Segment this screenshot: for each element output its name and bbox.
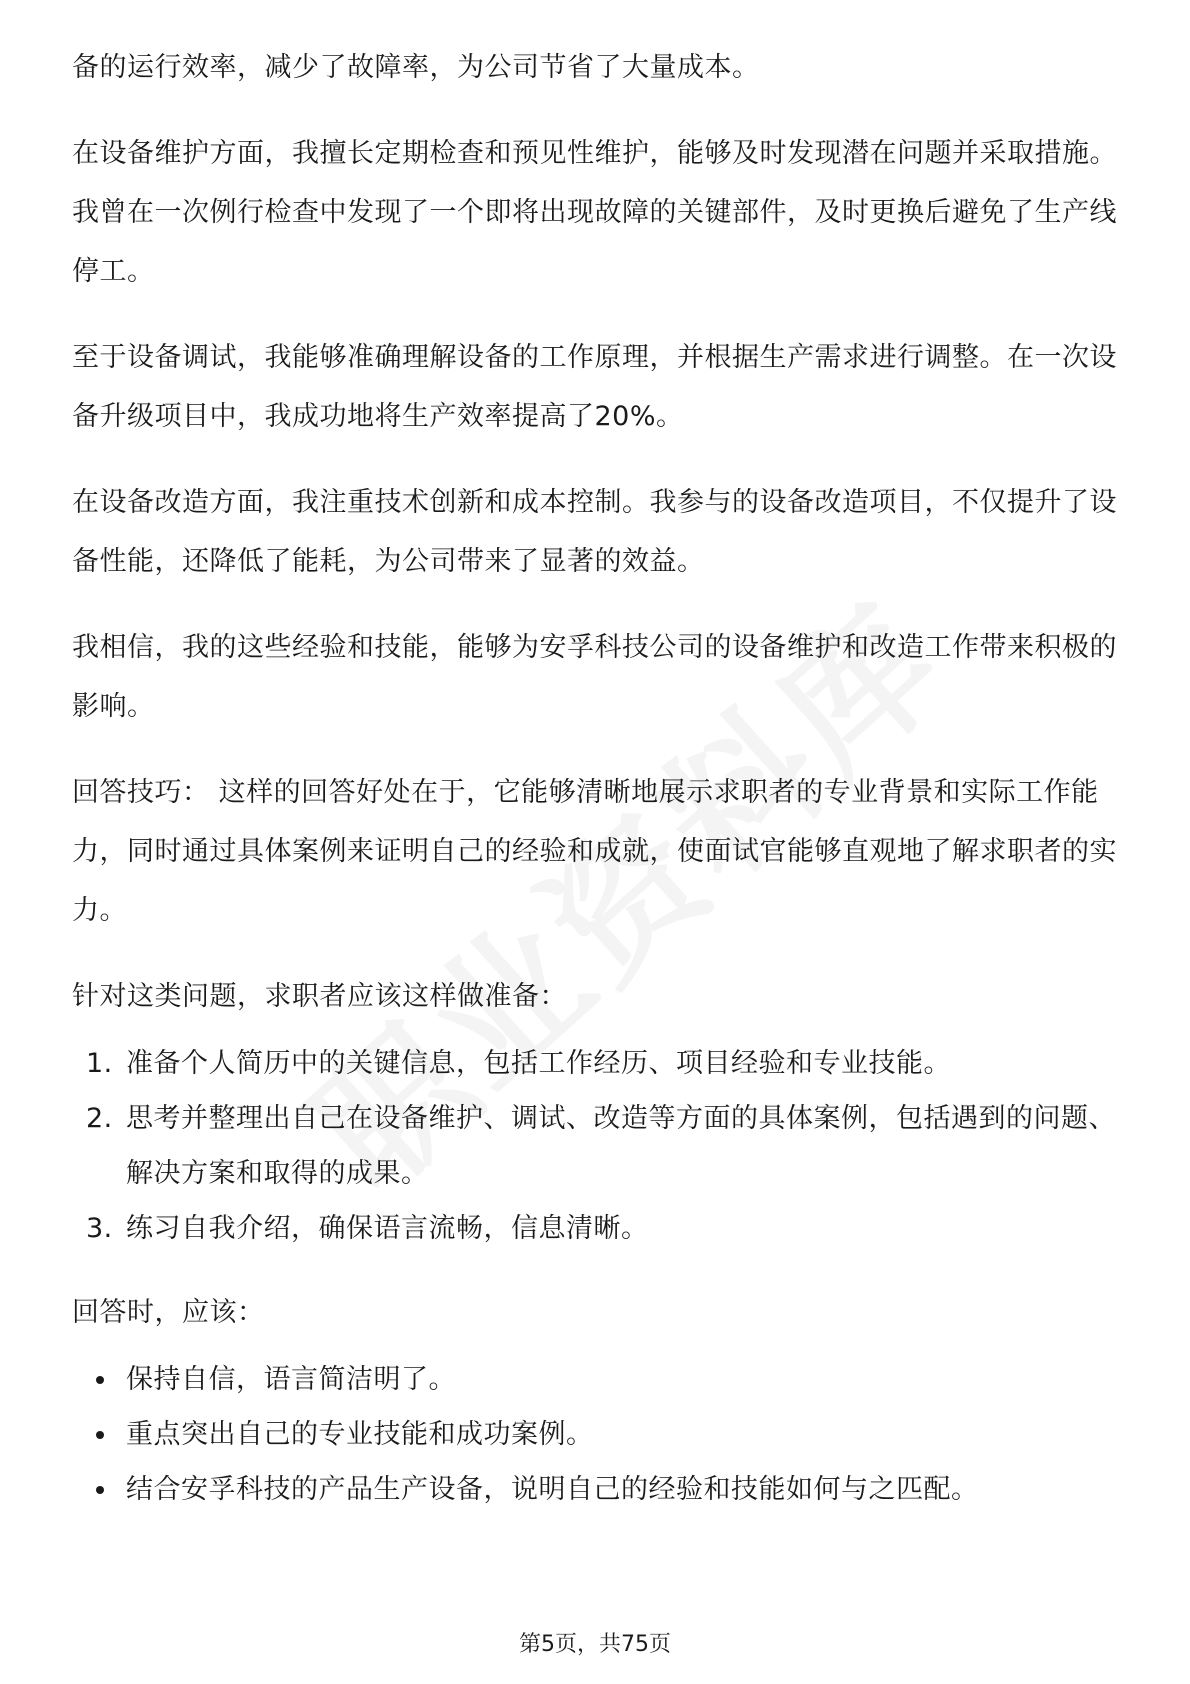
list-item	[72, 1091, 1118, 1201]
paragraph: 备的运行效率，减少了故障率，为公司节省了大量成本。	[72, 52, 760, 83]
list-number: 2.	[86, 1103, 113, 1134]
list-number: 3.	[86, 1213, 113, 1244]
paragraph: 在设备改造方面，我注重技术创新和成本控制。我参与的设备改造项目，不仅提升了设备性能，还降低了能耗，为公司带来了显著的效益。	[72, 487, 1117, 577]
bullet-item-text: 结合安孚科技的产品生产设备，说明自己的经验和技能如何与之匹配。	[126, 1474, 979, 1505]
bullet-item-text: 重点突出自己的专业技能和成功案例。	[126, 1419, 594, 1450]
list-item	[72, 1201, 1118, 1256]
preparation-list	[72, 1036, 1118, 1256]
page-footer: 第5页，共75页	[519, 1632, 671, 1657]
bullet-icon	[96, 1431, 104, 1439]
paragraph: 我相信，我的这些经验和技能，能够为安孚科技公司的设备维护和改造工作带来积极的影响。	[72, 632, 1117, 722]
document-body	[72, 38, 1118, 1517]
list-item	[72, 1036, 1118, 1091]
preparation-heading: 针对这类问题，求职者应该这样做准备：	[72, 981, 567, 1012]
answer-intro: 回答时，应该：	[72, 1297, 265, 1328]
bullet-icon	[96, 1376, 104, 1384]
answer-tips-paragraph: 回答技巧： 这样的回答好处在于，它能够清晰地展示求职者的专业背景和实际工作能力，同时通过具体案例来证明自己的经验和成就，使面试官能够直观地了解求职者的实力。	[72, 777, 1117, 926]
list-number: 1.	[86, 1048, 113, 1079]
bullet-item	[72, 1352, 1118, 1407]
bullet-item	[72, 1462, 1118, 1517]
bullet-item-text: 保持自信，语言简洁明了。	[126, 1364, 456, 1395]
list-item-text: 准备个人简历中的关键信息，包括工作经历、项目经验和专业技能。	[126, 1048, 951, 1079]
list-item-text: 思考并整理出自己在设备维护、调试、改造等方面的具体案例，包括遇到的问题、解决方案和取得的成果。	[126, 1103, 1116, 1189]
answer-bullet-list	[72, 1352, 1118, 1517]
paragraph: 在设备维护方面，我擅长定期检查和预见性维护，能够及时发现潜在问题并采取措施。我曾在一次例行检查中发现了一个即将出现故障的关键部件，及时更换后避免了生产线停工。	[72, 138, 1117, 287]
paragraph: 至于设备调试，我能够准确理解设备的工作原理，并根据生产需求进行调整。在一次设备升级项目中，我成功地将生产效率提高了20%。	[72, 342, 1117, 432]
list-item-text: 练习自我介绍，确保语言流畅，信息清晰。	[126, 1213, 649, 1244]
bullet-icon	[96, 1486, 104, 1494]
bullet-item	[72, 1407, 1118, 1462]
